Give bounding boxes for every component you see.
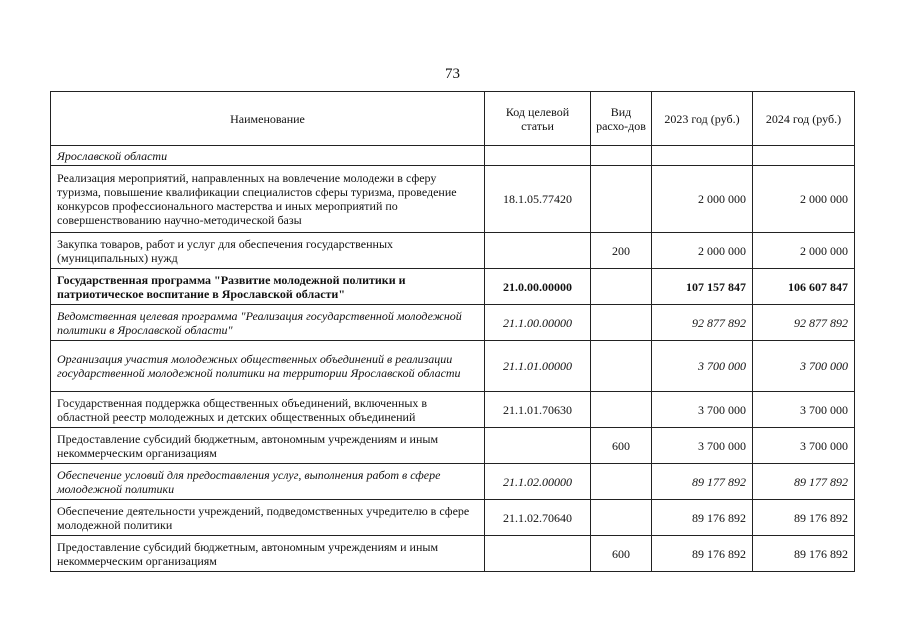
cell-y2024: 3 700 000 (753, 341, 855, 392)
cell-y2023: 107 157 847 (652, 269, 753, 305)
table-header-row (51, 92, 855, 146)
cell-kind: 200 (591, 233, 652, 269)
cell-y2023 (652, 146, 753, 166)
cell-kind (591, 166, 652, 233)
table-row (51, 428, 855, 464)
cell-name: Предоставление субсидий бюджетным, автономным учреждениям и иным некоммерческим организациям (51, 428, 485, 464)
cell-kind (591, 341, 652, 392)
cell-y2024: 2 000 000 (753, 166, 855, 233)
cell-name: Закупка товаров, работ и услуг для обеспечения государственных (муниципальных) нужд (51, 233, 485, 269)
cell-code: 21.1.00.00000 (485, 305, 591, 341)
header-code: Код целевой статьи (485, 92, 591, 146)
table-row (51, 500, 855, 536)
header-2023: 2023 год (руб.) (652, 92, 753, 146)
cell-name: Организация участия молодежных общественных объединений в реализации государственной молодежной политики на территории Ярославской области (51, 341, 485, 392)
cell-code: 21.1.01.70630 (485, 392, 591, 428)
cell-code: 21.1.02.70640 (485, 500, 591, 536)
table-row (51, 341, 855, 392)
cell-y2023: 92 877 892 (652, 305, 753, 341)
cell-name: Государственная программа "Развитие молодежной политики и патриотическое воспитание в Ярославской области" (51, 269, 485, 305)
cell-kind: 600 (591, 428, 652, 464)
cell-name: Ярославской области (51, 146, 485, 166)
cell-y2024: 89 176 892 (753, 536, 855, 572)
cell-y2023: 89 177 892 (652, 464, 753, 500)
header-kind: Вид расхо-дов (591, 92, 652, 146)
table-row (51, 146, 855, 166)
cell-code: 21.1.01.00000 (485, 341, 591, 392)
cell-kind (591, 392, 652, 428)
cell-name: Государственная поддержка общественных объединений, включенных в областной реестр молодежных и детских общественных объединений (51, 392, 485, 428)
cell-kind (591, 305, 652, 341)
cell-kind: 600 (591, 536, 652, 572)
table-row (51, 166, 855, 233)
table-row (51, 305, 855, 341)
cell-y2024: 106 607 847 (753, 269, 855, 305)
cell-kind (591, 464, 652, 500)
table-row (51, 269, 855, 305)
cell-kind (591, 269, 652, 305)
cell-y2024: 2 000 000 (753, 233, 855, 269)
cell-kind (591, 500, 652, 536)
cell-y2023: 3 700 000 (652, 428, 753, 464)
cell-name: Ведомственная целевая программа "Реализация государственной молодежной политики в Ярославской области" (51, 305, 485, 341)
cell-kind (591, 146, 652, 166)
budget-table (50, 91, 855, 572)
cell-y2024 (753, 146, 855, 166)
cell-y2024: 89 176 892 (753, 500, 855, 536)
cell-code (485, 233, 591, 269)
cell-y2024: 3 700 000 (753, 392, 855, 428)
table-row (51, 464, 855, 500)
cell-y2023: 2 000 000 (652, 166, 753, 233)
cell-code: 21.1.02.00000 (485, 464, 591, 500)
cell-y2023: 3 700 000 (652, 341, 753, 392)
cell-y2024: 92 877 892 (753, 305, 855, 341)
cell-y2024: 3 700 000 (753, 428, 855, 464)
cell-y2023: 89 176 892 (652, 500, 753, 536)
cell-y2023: 3 700 000 (652, 392, 753, 428)
cell-code: 18.1.05.77420 (485, 166, 591, 233)
cell-name: Обеспечение деятельности учреждений, подведомственных учредителю в сфере молодежной политики (51, 500, 485, 536)
header-name: Наименование (51, 92, 485, 146)
cell-name: Реализация мероприятий, направленных на вовлечение молодежи в сферу туризма, повышение квалификации специалистов сферы туризма, проведение конкурсов профессионального мастерства и иных мероприятий по совершенствованию научно-методической базы (51, 166, 485, 233)
cell-name: Обеспечение условий для предоставления услуг, выполнения работ в сфере молодежной политики (51, 464, 485, 500)
table-row (51, 233, 855, 269)
cell-code (485, 536, 591, 572)
cell-y2024: 89 177 892 (753, 464, 855, 500)
cell-code (485, 428, 591, 464)
cell-name: Предоставление субсидий бюджетным, автономным учреждениям и иным некоммерческим организациям (51, 536, 485, 572)
table-row (51, 536, 855, 572)
page-number: 73 (445, 66, 460, 82)
cell-y2023: 2 000 000 (652, 233, 753, 269)
cell-code: 21.0.00.00000 (485, 269, 591, 305)
header-2024: 2024 год (руб.) (753, 92, 855, 146)
table-row (51, 392, 855, 428)
cell-code (485, 146, 591, 166)
table-body (51, 146, 855, 572)
cell-y2023: 89 176 892 (652, 536, 753, 572)
